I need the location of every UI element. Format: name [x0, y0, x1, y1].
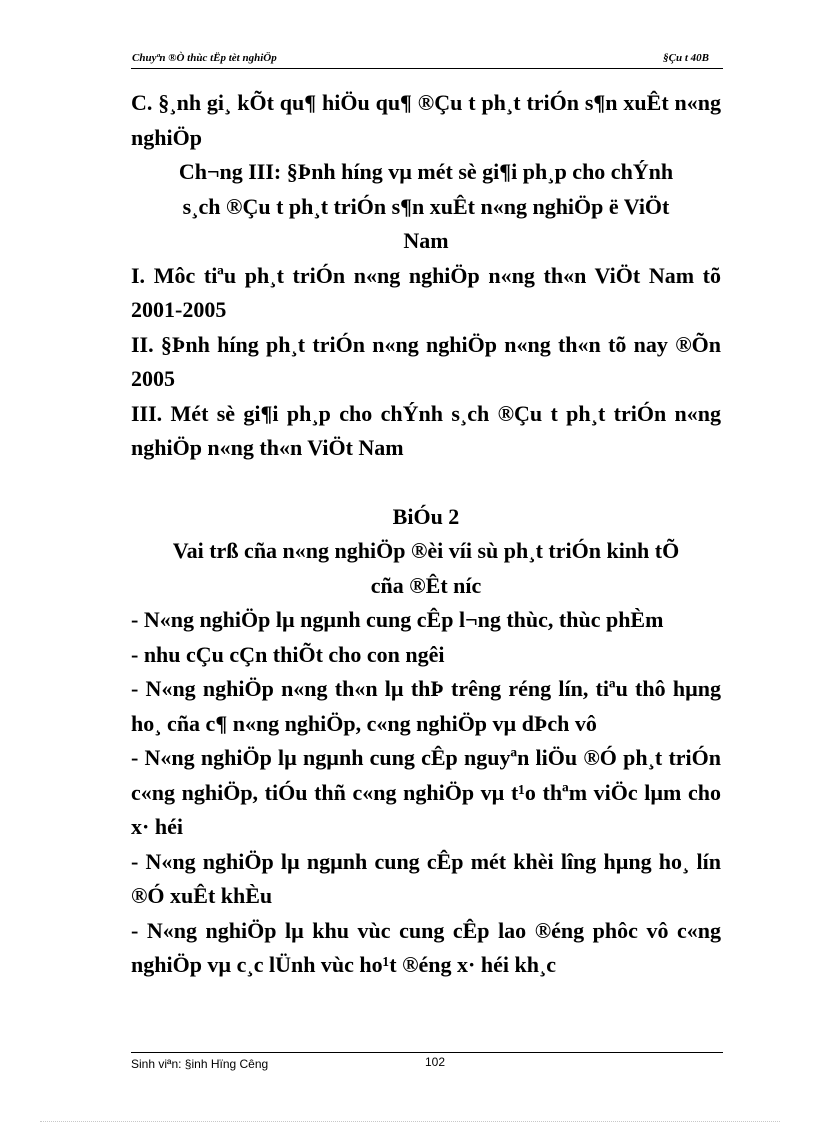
bullet-item: - N«ng nghiÖp lµ ngµnh cung cÊp mét khèi lîng hµng ho¸ lín ®Ó xuÊt khÈu [131, 848, 721, 908]
page-footer [131, 1052, 723, 1075]
page-body [131, 86, 721, 983]
chapter-heading-line-2: s¸ch ®Çu t ph¸t triÓn s¶n xuÊt n«ng nghiÖp ë ViÖt [182, 193, 670, 219]
chapter-heading-line-3: Nam [403, 228, 449, 253]
outline-item-3: III. Mét sè gi¶i ph¸p cho chÝnh s¸ch ®Çu t ph¸t triÓn n«ng nghiÖp n«ng th«n ViÖt Nam [131, 400, 721, 460]
chapter-heading-line-1: Ch¬ng III: §Þnh híng vµ mét sè gi¶i ph¸p cho chÝnh [178, 159, 674, 184]
page-header [131, 50, 723, 69]
bullet-item: - N«ng nghiÖp lµ ngµnh cung cÊp l¬ng thùc, thùc phÈm [131, 607, 664, 632]
bullet-item: - N«ng nghiÖp lµ khu vùc cung cÊp lao ®éng phôc vô c«ng nghiÖp vµ c¸c lÜnh vùc ho¹t ®éng x· héi kh¸c [131, 917, 721, 977]
section-spacer [131, 466, 721, 500]
page-number: 102 [425, 1055, 446, 1069]
header-class: §Çu t 40B [663, 52, 709, 64]
header-title: Chuyªn ®Ò thùc tËp tèt nghiÖp [132, 52, 277, 64]
bullet-item: - N«ng nghiÖp n«ng th«n lµ thÞ trêng réng lín, tiªu thô hµng ho¸ cña c¶ n«ng nghiÖp, c«ng nghiÖp vµ dÞch vô [131, 676, 721, 736]
page-bottom-divider [40, 1121, 780, 1122]
outline-item-1: I. Môc tiªu ph¸t triÓn n«ng nghiÖp n«ng th«n ViÖt Nam tõ 2001-2005 [131, 262, 721, 322]
bullet-item: - nhu cÇu cÇn thiÕt cho con ngêi [131, 641, 445, 667]
appendix-title: BiÓu 2 [392, 503, 460, 529]
appendix-subtitle-line-1: Vai trß cña n«ng nghiÖp ®èi víi sù ph¸t triÓn kinh tÕ [172, 538, 680, 563]
footer-author: Sinh viªn: §inh Hïng Cêng [131, 1057, 269, 1071]
outline-item-2: II. §Þnh híng ph¸t triÓn n«ng nghiÖp n«ng th«n tõ nay ®Õn 2005 [131, 331, 721, 391]
appendix-subtitle-line-2: cña ®Êt níc [370, 572, 482, 598]
section-c-heading: C. §¸nh gi¸ kÕt qu¶ hiÖu qu¶ ®Çu t ph¸t triÓn s¶n xuÊt n«ng nghiÖp [131, 90, 721, 150]
bullet-item: - N«ng nghiÖp lµ ngµnh cung cÊp nguyªn liÖu ®Ó ph¸t triÓn c«ng nghiÖp, tiÓu thñ c«ng nghiÖp vµ t¹o thªm viÖc lµm cho x· héi [131, 745, 721, 839]
